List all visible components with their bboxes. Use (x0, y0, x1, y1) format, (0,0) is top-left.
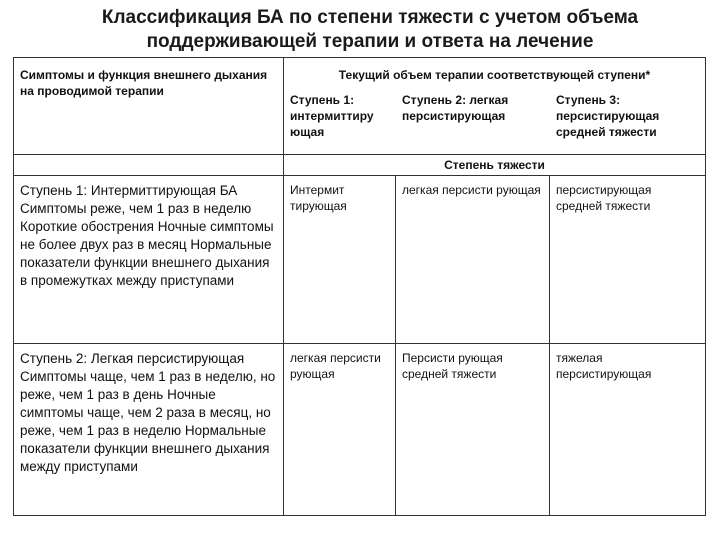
row-2-col-2 (396, 344, 550, 516)
row-2-col-2-text: Персисти рующая средней тяжести (402, 351, 503, 381)
severity-empty-cell (14, 155, 284, 176)
row-1-title: Ступень 1: Интермиттирующая БА (20, 183, 238, 198)
row-2-title: Ступень 2: Легкая персистирующая (20, 351, 245, 366)
symptoms-header-label: Симптомы и функция внешнего дыхания на проводимой терапии (20, 68, 268, 98)
symptoms-header-cell (14, 58, 284, 155)
table-row (14, 176, 706, 344)
row-1-symptoms-cell (14, 176, 284, 344)
row-1-description: Симптомы реже, чем 1 раз в неделю Короткие обострения Ночные симптомы не более двух раз в месяц Нормальные показатели функции внешнего дыхания в промежутках между приступами (20, 201, 274, 288)
row-1-col-2-text: легкая персисти рующая (402, 183, 541, 197)
severity-row (14, 155, 706, 176)
page-title (40, 6, 700, 54)
step-1-header: Ступень 1: интермиттиру ющая (290, 93, 374, 139)
title-line-2: поддерживающей терапии и ответа на лечение (146, 31, 594, 52)
severity-label-cell (284, 155, 706, 176)
row-2-col-1-text: легкая персисти рующая (290, 351, 381, 381)
row-2-description: Симптомы чаще, чем 1 раз в неделю, но реже, чем 1 раз в день Ночные симптомы чаще, чем 2 раза в месяц, но реже, чем 1 раз в неделю Нормальные показатели функции внешнего дыхания между приступами (20, 369, 276, 474)
row-1-col-1-text: Интермит тирующая (290, 183, 347, 213)
classification-table (13, 57, 706, 516)
step-3-header: Ступень 3: персистирующая средней тяжести (556, 93, 660, 139)
severity-label: Степень тяжести (444, 158, 545, 172)
title-line-1: Классификация БА по степени тяжести с учетом объема (101, 7, 639, 28)
current-therapy-header-cell (284, 58, 706, 155)
header-row (14, 58, 706, 155)
row-1-col-3 (550, 176, 706, 344)
row-2-col-3-text: тяжелая персистирующая (556, 351, 652, 381)
row-2-symptoms-cell (14, 344, 284, 516)
table-row (14, 344, 706, 516)
row-1-col-2 (396, 176, 550, 344)
row-2-col-3 (550, 344, 706, 516)
row-1-col-3-text: персистирующая средней тяжести (556, 183, 652, 213)
row-1-col-1 (284, 176, 396, 344)
steps-header (284, 92, 706, 140)
row-2-col-1 (284, 344, 396, 516)
current-therapy-label: Текущий объем терапии соответствующей ступени* (338, 68, 651, 82)
step-2-header: Ступень 2: легкая персистирующая (402, 93, 509, 123)
